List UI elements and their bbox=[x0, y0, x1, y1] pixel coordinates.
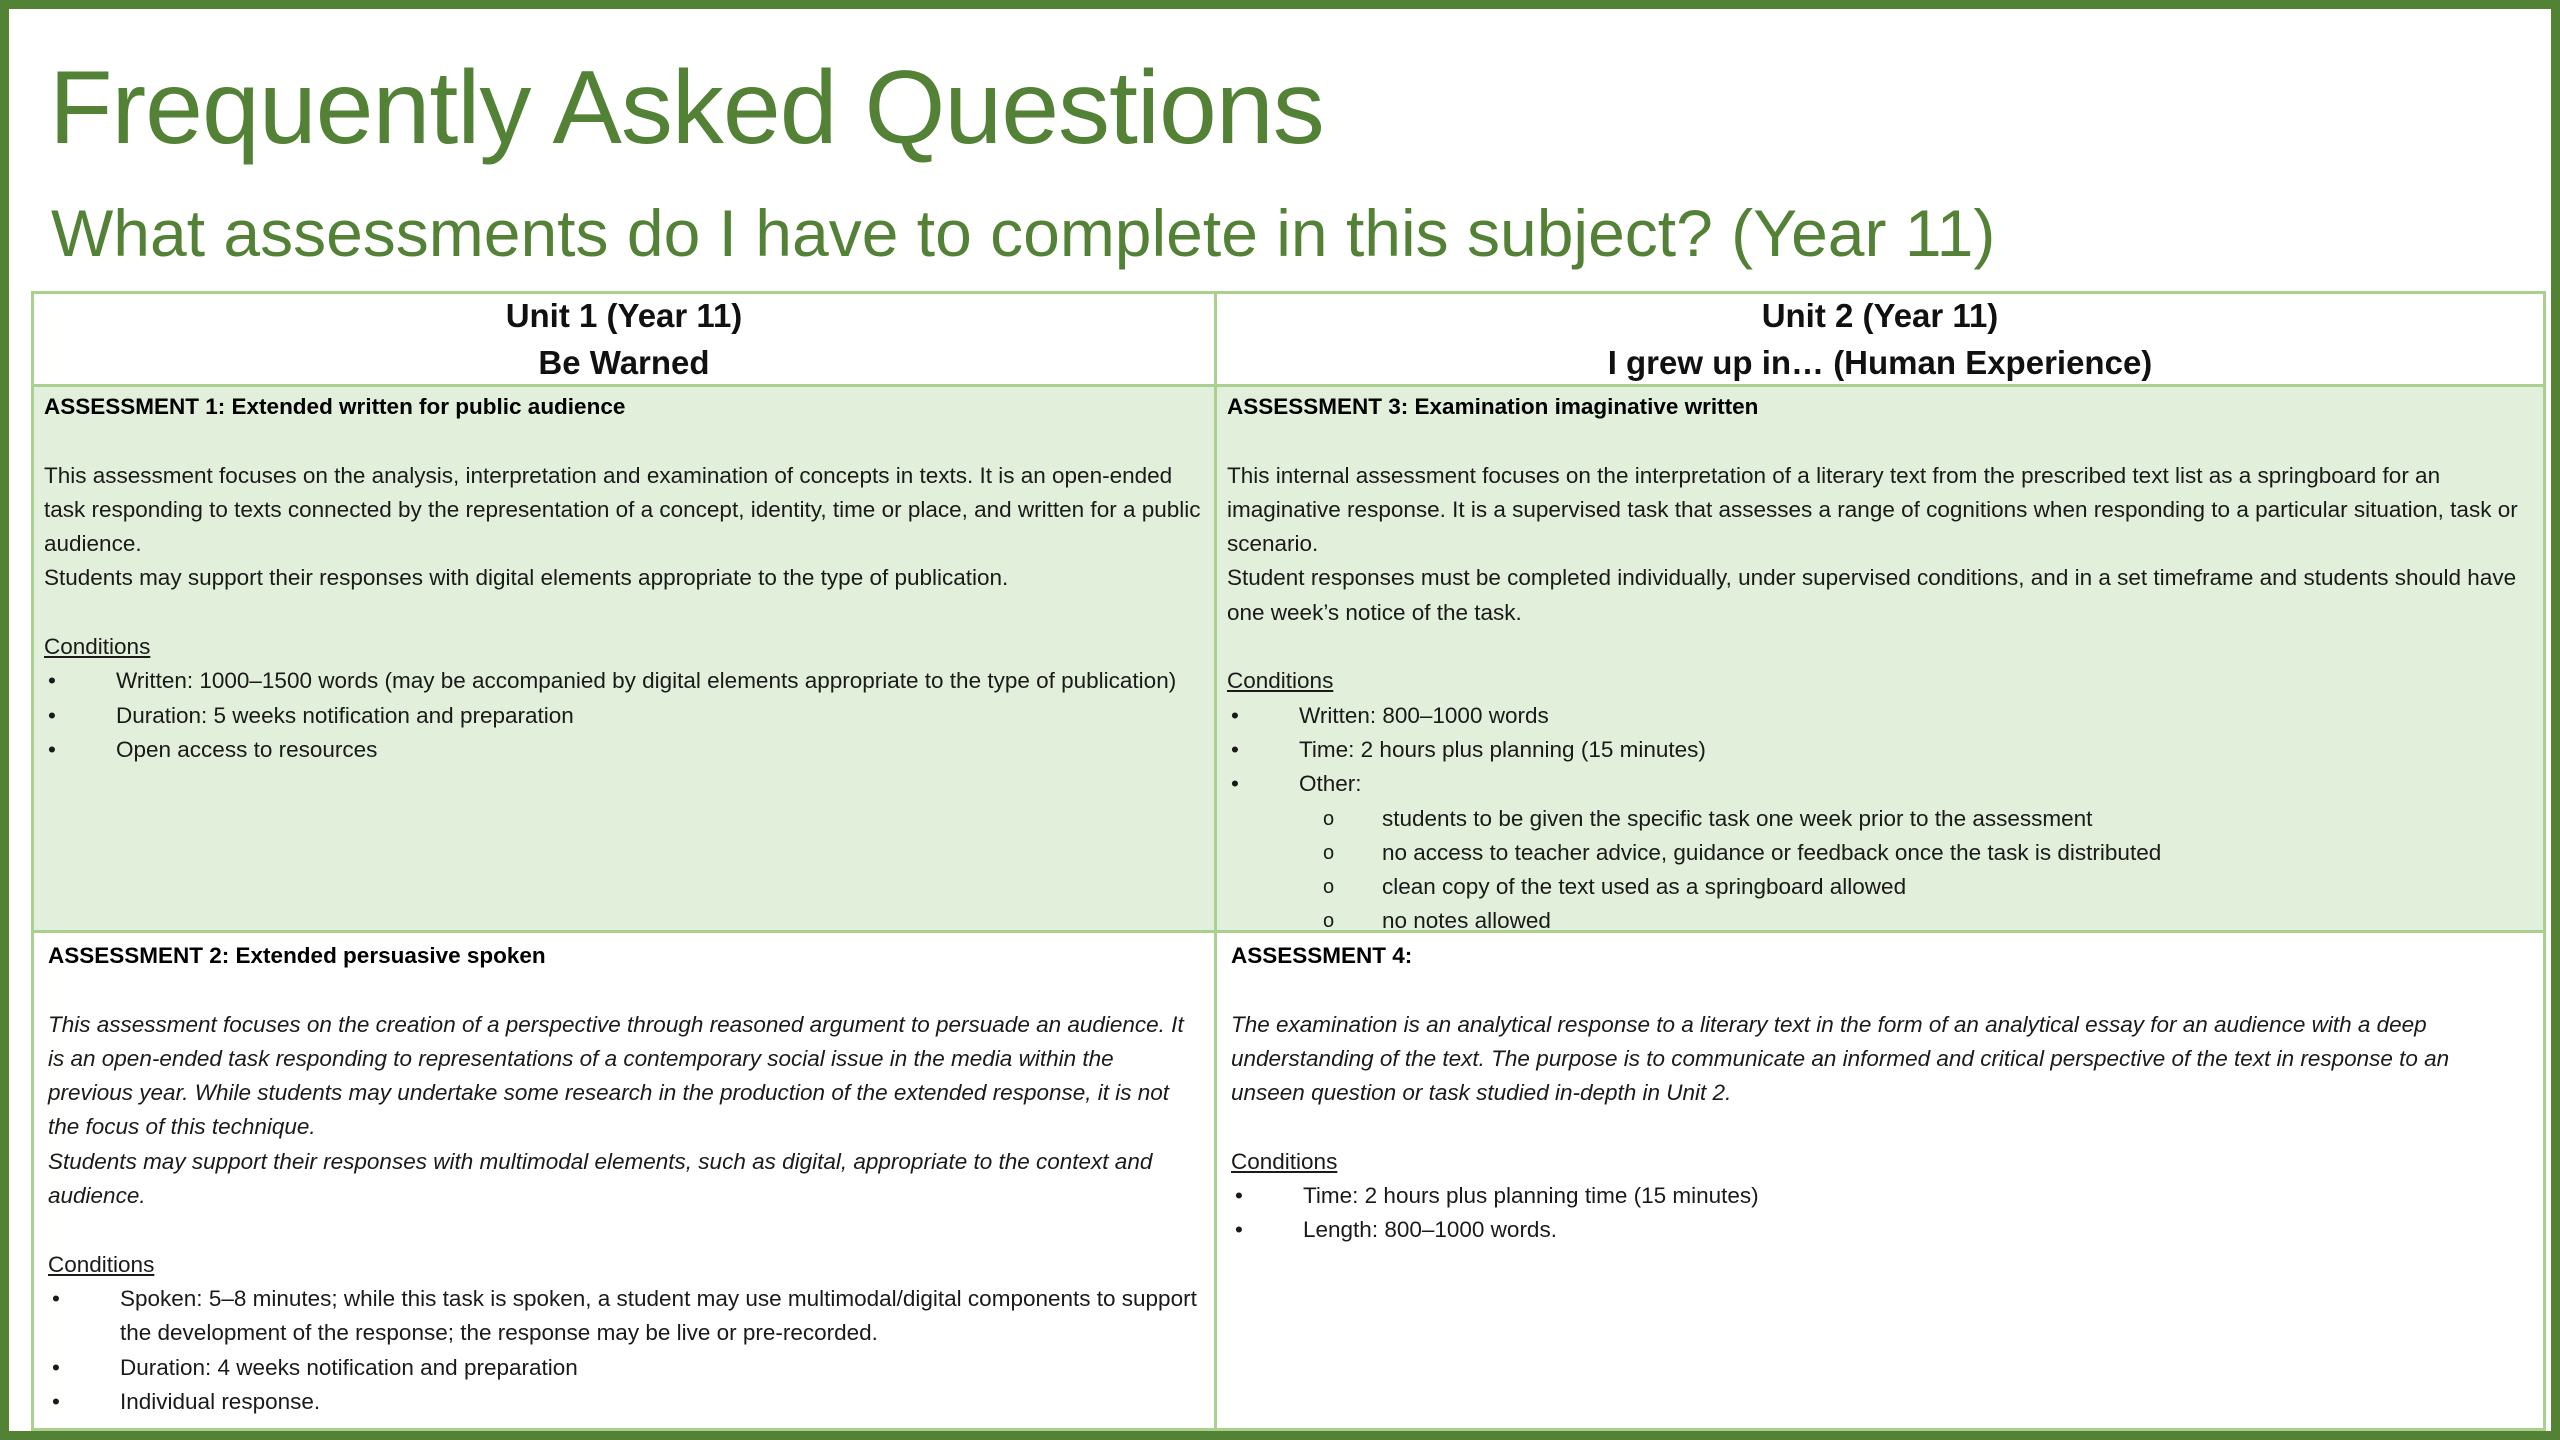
list-item: • Duration: 4 weeks notification and preparation bbox=[48, 1351, 1200, 1385]
list-item: • Written: 800–1000 words bbox=[1227, 699, 2533, 733]
list-item: • Time: 2 hours plus planning (15 minutes) bbox=[1227, 733, 2533, 767]
bullet-icon: • bbox=[52, 1388, 60, 1414]
bullet-icon: • bbox=[48, 736, 56, 762]
assessment-1-conditions-list bbox=[44, 664, 1204, 767]
bullet-icon: • bbox=[1231, 771, 1239, 797]
assessment-table bbox=[31, 291, 2546, 1431]
list-item: o students to be given the specific task one week prior to the assessment bbox=[1227, 802, 2533, 836]
assessment-1-description-2: Students may support their responses with digital elements appropriate to the type of publication. bbox=[44, 565, 1009, 591]
list-item: • Other: bbox=[1227, 767, 2533, 801]
assessment-3-cell bbox=[1217, 387, 2543, 933]
unit-2-title: Unit 2 (Year 11) bbox=[1761, 297, 1999, 334]
assessment-2-conditions-label: Conditions bbox=[48, 1251, 155, 1277]
bullet-icon: • bbox=[1235, 1183, 1243, 1209]
assessment-3-other-list bbox=[1227, 802, 2533, 933]
list-item: • Individual response. bbox=[48, 1385, 1200, 1419]
bullet-icon: • bbox=[52, 1285, 60, 1311]
assessment-4-description: The examination is an analytical response to a literary text in the form of an analytical essay for an audience with a deep understanding of the text. The purpose is to communicate an informed and critical perspective of the text in response to an unseen question or task studied in-depth in Unit 2. bbox=[1231, 1011, 2450, 1106]
bullet-icon: • bbox=[1235, 1217, 1243, 1243]
list-item: o no notes allowed bbox=[1227, 904, 2533, 933]
bullet-icon: • bbox=[1231, 736, 1239, 762]
list-item: • Open access to resources bbox=[44, 733, 1204, 767]
assessment-1-description: This assessment focuses on the analysis, interpretation and examination of concepts in texts. It is an open-ended task responding to texts connected by the representation of a concept, identity, time or place, and written for a public audience. bbox=[44, 462, 1201, 557]
assessment-2-description: This assessment focuses on the creation of a perspective through reasoned argument to persuade an audience. It is an open-ended task responding to representations of a contemporary social issue in the media within the previous year. While students may undertake some research in the production of the extended response, it is not the focus of this technique. bbox=[48, 1011, 1184, 1140]
circle-bullet-icon: o bbox=[1323, 807, 1335, 830]
assessment-2-cell bbox=[34, 933, 1217, 1428]
assessment-3-description: This internal assessment focuses on the interpretation of a literary text from the prescribed text list as a springboard for an imaginative response. It is a supervised task that assesses a range of cognitions when responding to a particular situation, task or scenario. bbox=[1227, 462, 2518, 557]
assessment-3-heading: ASSESSMENT 3: Examination imaginative written bbox=[1227, 394, 1759, 419]
list-item: o no access to teacher advice, guidance or feedback once the task is distributed bbox=[1227, 836, 2533, 870]
list-item: • Spoken: 5–8 minutes; while this task is spoken, a student may use multimodal/digital components to support the development of the response; the response may be live or pre-recorded. bbox=[48, 1282, 1200, 1351]
assessment-3-conditions-label: Conditions bbox=[1227, 668, 1334, 694]
bullet-icon: • bbox=[48, 668, 56, 694]
unit-2-header bbox=[1217, 294, 2543, 387]
unit-2-topic: I grew up in… (Human Experience) bbox=[1607, 344, 2153, 381]
unit-1-header bbox=[34, 294, 1217, 387]
list-item: o clean copy of the text used as a springboard allowed bbox=[1227, 870, 2533, 904]
assessment-1-conditions-label: Conditions bbox=[44, 634, 151, 660]
unit-1-topic: Be Warned bbox=[538, 344, 710, 381]
bullet-icon: • bbox=[1231, 702, 1239, 728]
list-item: • Length: 800–1000 words. bbox=[1231, 1213, 2529, 1247]
page-subtitle: What assessments do I have to complete in this subject? (Year 11) bbox=[51, 196, 1996, 270]
assessment-3-conditions-list bbox=[1227, 699, 2533, 802]
circle-bullet-icon: o bbox=[1323, 841, 1335, 864]
assessment-4-conditions-label: Conditions bbox=[1231, 1148, 1338, 1174]
list-item: • Duration: 5 weeks notification and preparation bbox=[44, 699, 1204, 733]
unit-1-title: Unit 1 (Year 11) bbox=[505, 297, 743, 334]
list-item: • Written: 1000–1500 words (may be accompanied by digital elements appropriate to the type of publication) bbox=[44, 664, 1204, 698]
assessment-3-description-2: Student responses must be completed individually, under supervised conditions, and in a set timeframe and students should have one week’s notice of the task. bbox=[1227, 565, 2517, 625]
list-item: • Time: 2 hours plus planning time (15 minutes) bbox=[1231, 1179, 2529, 1213]
bullet-icon: • bbox=[48, 702, 56, 728]
bullet-icon: • bbox=[52, 1354, 60, 1380]
assessment-2-conditions-list bbox=[48, 1282, 1200, 1419]
circle-bullet-icon: o bbox=[1323, 910, 1335, 933]
assessment-4-cell bbox=[1217, 933, 2543, 1428]
assessment-4-conditions-list bbox=[1231, 1179, 2529, 1248]
page-title: Frequently Asked Questions bbox=[49, 50, 1324, 166]
assessment-2-description-2: Students may support their responses with multimodal elements, such as digital, appropriate to the context and audience. bbox=[48, 1148, 1153, 1209]
assessment-2-heading: ASSESSMENT 2: Extended persuasive spoken bbox=[48, 943, 546, 968]
circle-bullet-icon: o bbox=[1323, 876, 1335, 899]
assessment-4-heading: ASSESSMENT 4: bbox=[1231, 943, 1413, 968]
assessment-1-heading: ASSESSMENT 1: Extended written for public audience bbox=[44, 394, 626, 419]
assessment-1-cell bbox=[34, 387, 1217, 933]
